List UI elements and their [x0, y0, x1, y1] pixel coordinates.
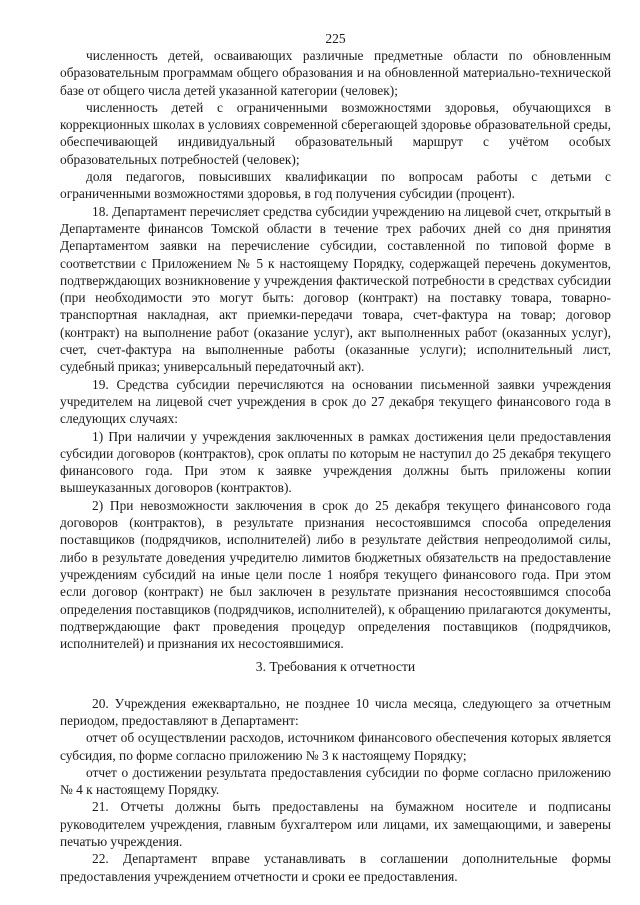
- paragraph-20-report-expenses: отчет об осуществлении расходов, источником финансового обеспечения которых является субсидия, по форме согласно приложению № 3 к настоящему Порядку;: [60, 730, 611, 763]
- paragraph-20-report-result: отчет о достижении результата предоставления субсидии по форме согласно приложению № 4 к настоящему Порядку.: [60, 764, 611, 798]
- paragraph-22: 22. Департамент вправе устанавливать в соглашении дополнительные формы предоставления учреждением отчетности и сроки ее предоставления.: [60, 851, 611, 884]
- paragraph-indicator-3: доля педагогов, повысивших квалификации по вопросам работы с детьми с ограниченными возможностями здоровья, в год получения субсидии (процент).: [60, 169, 611, 202]
- section-title: 3. Требования к отчетности: [255, 659, 416, 675]
- paragraph-21: 21. Отчеты должны быть предоставлены на бумажном носителе и подписаны руководителем учреждения, главным бухгалтером или лицами, их замещающими, и заверены печатью учреждения.: [60, 799, 611, 850]
- paragraph-indicator-2: численность детей с ограниченными возможностями здоровья, обучающихся в коррекционных школах в условиях современной сберегающей здоровье образовательной среды, обеспечивающей индивидуальный образовательный маршрут с учётом особых образовательных потребностей (человек);: [60, 99, 611, 167]
- page-number: 225: [325, 31, 346, 46]
- paragraph-19-2: 2) При невозможности заключения в срок до 25 декабря текущего финансового года договоров (контрактов), в результате признания несостоявшимся способа определения поставщиков (подрядчиков, исполнителей) либо в результате действия непреодолимой силы, либо в результате доведения учредителю лимитов бюджетных обязательств на предоставление учреждениям субсидий на иные цели после 1 ноября текущего финансового года. При этом если договор (контракт) не был заключен в результате признания несостоявшимся способа определения поставщиков (подрядчиков, исполнителей), к обращению прилагаются документы, подтверждающие факт проведения процедур определения поставщиков (подрядчиков, исполнителей) и признания их несостоявшимися.: [60, 497, 611, 652]
- paragraph-18: 18. Департамент перечисляет средства субсидии учреждению на лицевой счет, открытый в Департаменте финансов Томской области в течение трех рабочих дней со дня принятия Департаментом заявки на перечисление субсидии, составленной по типовой форме в соответствии с Приложением № 5 к настоящему Порядку, содержащей перечень документов, подтверждающих возникновение у учреждения фактической потребности в средствах субсидии (при необходимости это могут быть: договор (контракт) на поставку товара, товарно-транспортная накладная, акт приемки-передачи товара, счет-фактура на товар; договор (контракт) на выполнение работ (оказание услуг), акт выполненных работ (оказанных услуг), счет, счет-фактура на выполненные работы (оказанные услуги); исполнительный лист, судебный приказ; универсальный передаточный акт).: [60, 203, 611, 375]
- document-page: [60, 30, 611, 885]
- paragraph-19-1: 1) При наличии у учреждения заключенных в рамках достижения цели предоставления субсидии договоров (контрактов), срок оплаты по которым не наступил до 25 декабря текущего финансового года. При этом к заявке учреждения должны быть приложены копии вышеуказанных договоров (контрактов).: [60, 428, 611, 496]
- paragraph-19: 19. Средства субсидии перечисляются на основании письменной заявки учреждения учредителем на лицевой счет учреждения в срок до 27 декабря текущего финансового года в следующих случаях:: [60, 376, 611, 427]
- paragraph-20: 20. Учреждения ежеквартально, не позднее 10 числа месяца, следующего за отчетным периодом, предоставляют в Департамент:: [60, 695, 611, 728]
- paragraph-indicator-1: численность детей, осваивающих различные предметные области по обновленным образовательным программам общего образования и на обновленной материально-технической базе от общего числа детей указанной категории (человек);: [60, 48, 611, 98]
